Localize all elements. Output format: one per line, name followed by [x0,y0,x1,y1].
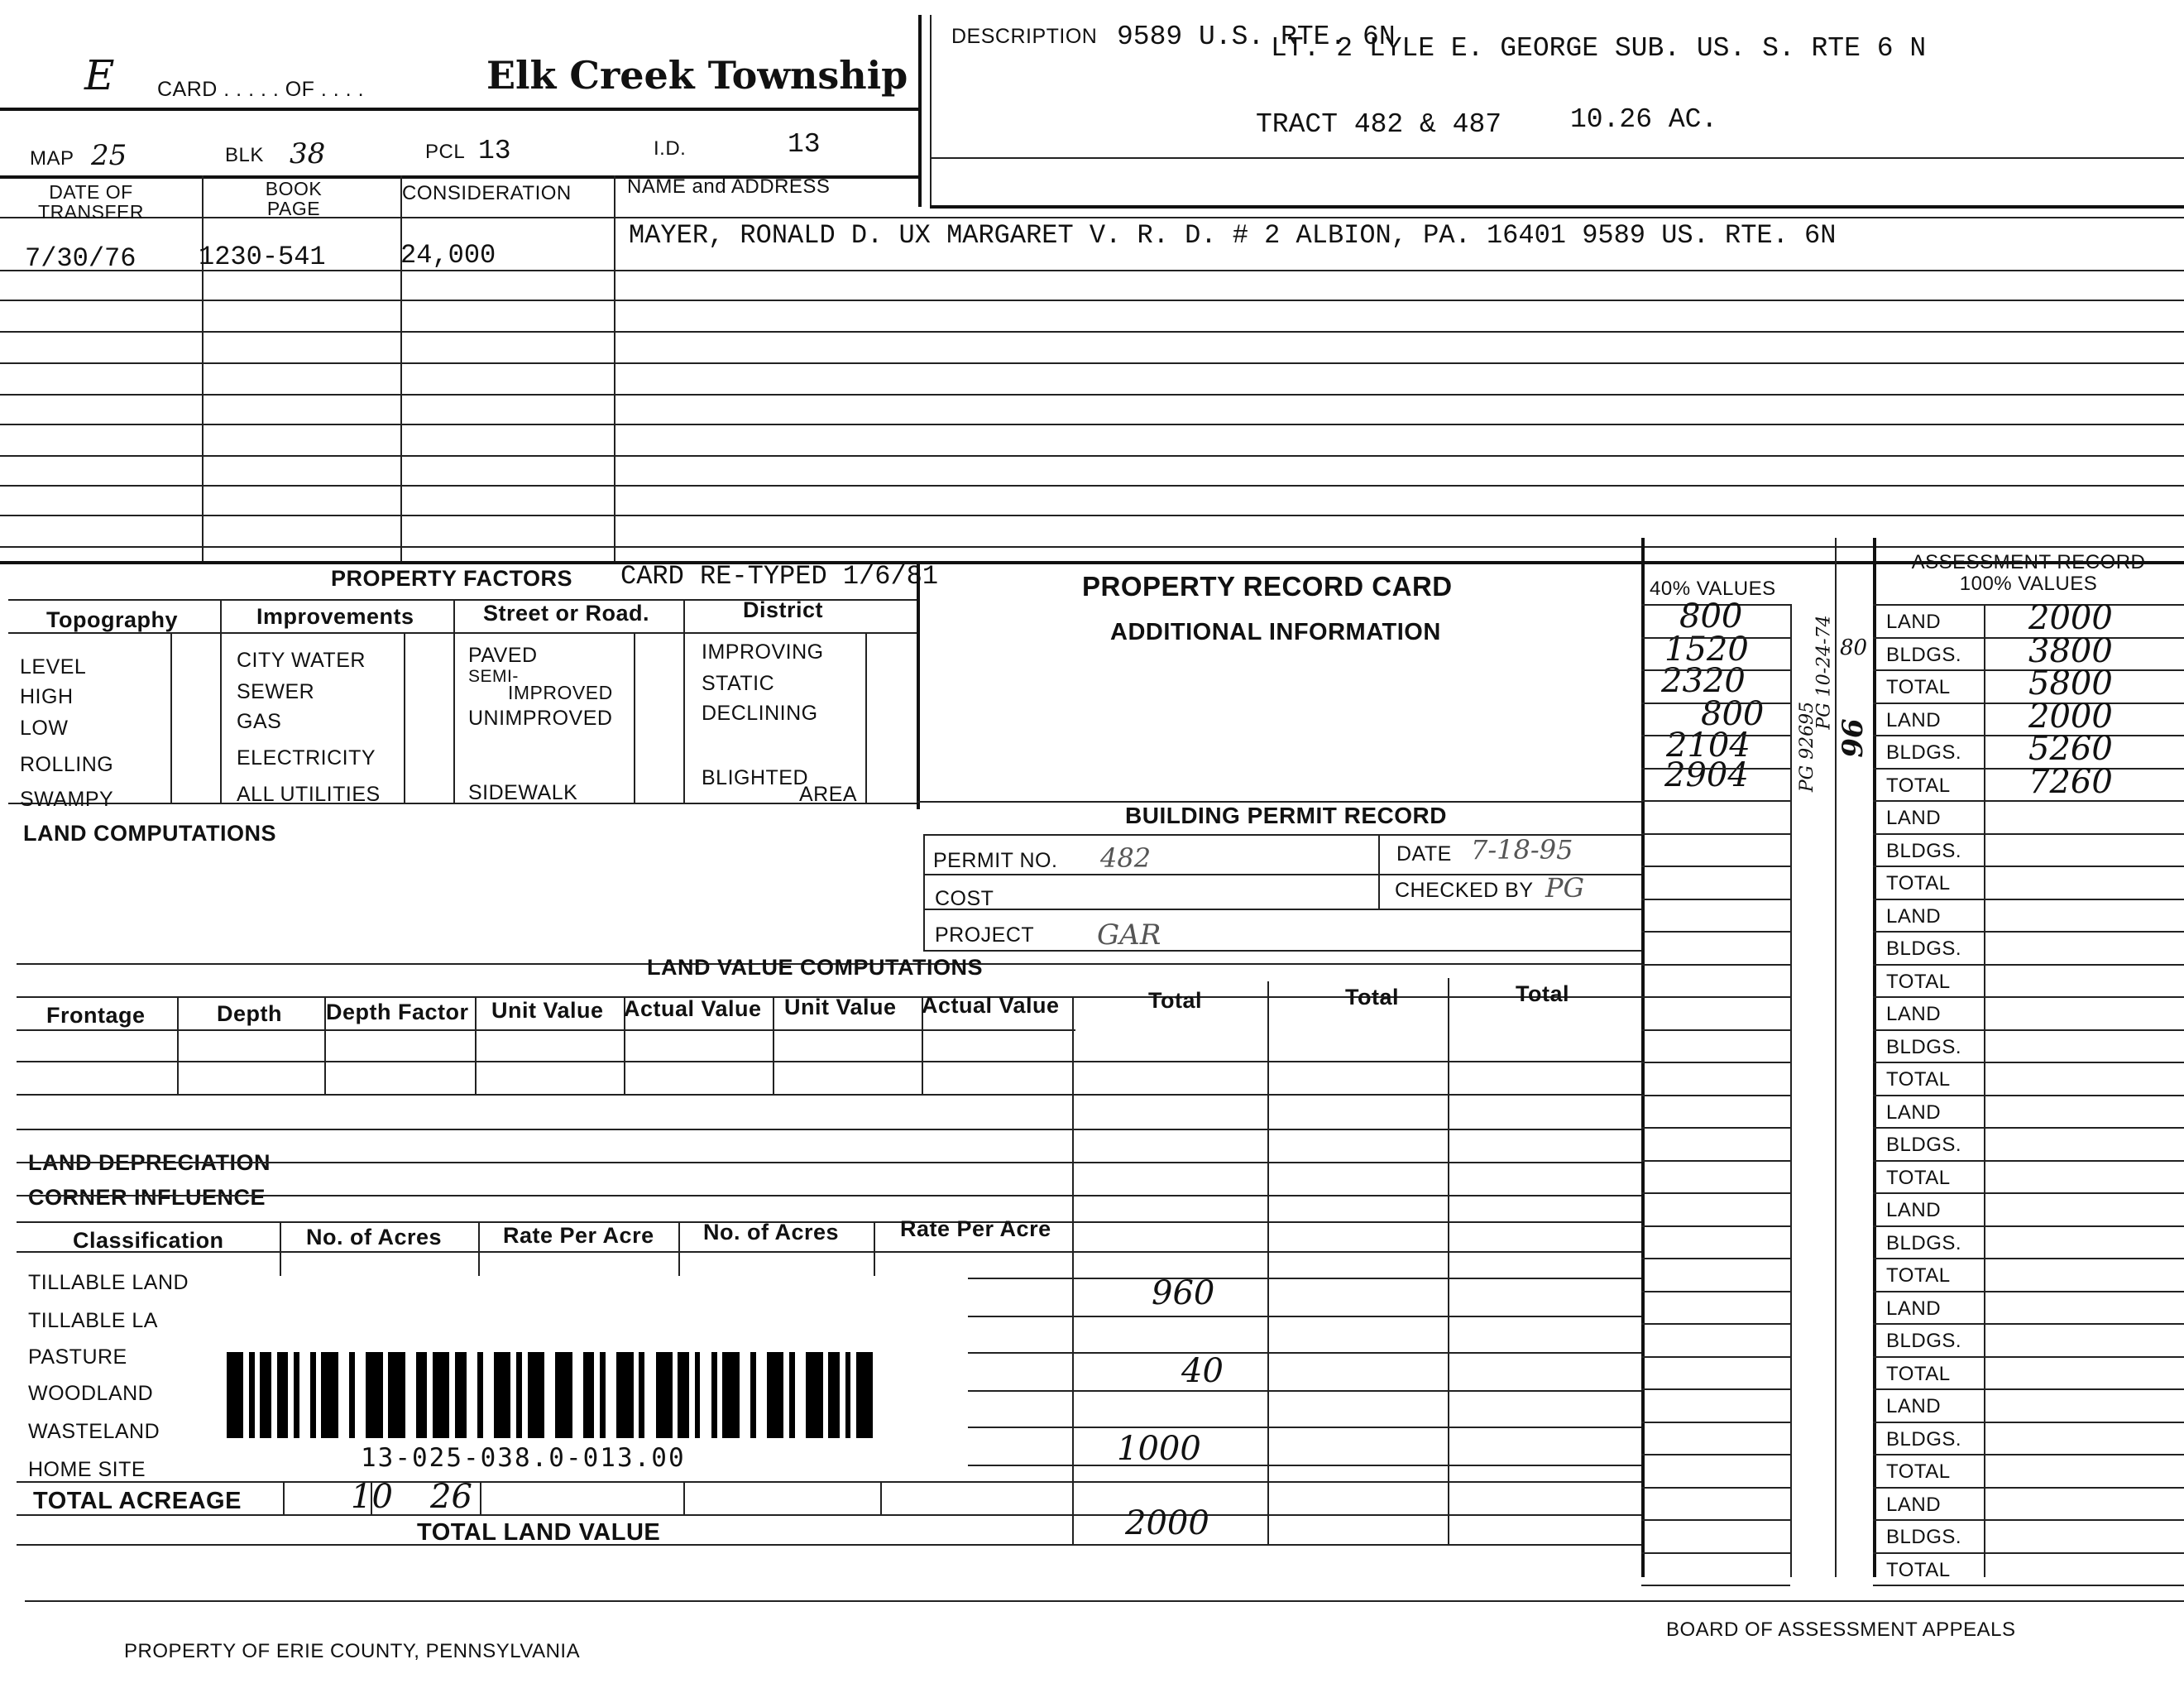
map-label: MAP [30,147,74,170]
transfer-row-3 [0,331,2184,333]
assess-header-1: ASSESSMENT RECORD [1911,551,2146,573]
assess-header-2: 100% VALUES [1959,573,2098,595]
forty-row-line [1641,800,1790,802]
total-acreage-b: 26 [430,1478,472,1516]
permit-title: BUILDING PERMIT RECORD [1125,803,1447,828]
acreage-sep-5 [880,1481,882,1514]
value-rule-2 [968,1316,1641,1317]
assessment-label: BLDGS. [1886,1330,1962,1352]
footer-right: BOARD OF ASSESSMENT APPEALS [1666,1618,2016,1641]
assessment-label: LAND [1886,1199,1942,1221]
impr-gas: GAS [237,710,282,733]
transfer-row-8 [0,485,2184,487]
lvc-col-9 [1448,978,1449,1546]
blk-value: 38 [290,137,326,170]
record-card-title: PROPERTY RECORD CARD [1082,571,1453,602]
lvc-row-4 [17,1129,1641,1130]
street-paved: PAVED [468,644,538,667]
assessment-row-line [1873,1552,2184,1554]
lvc-row-1 [17,1029,1075,1031]
cost-label: COST [935,887,994,910]
acreage-text: 10.26 AC. [1570,104,1718,135]
assessment-row-line [1873,1519,2184,1521]
assess-inner [1984,604,1985,1577]
side-note-4: 96 [1834,718,1868,758]
transfer-row-9 [0,515,2184,516]
lvc-col-7 [1072,996,1074,1546]
total-acreage-bottom [17,1514,1641,1516]
assessment-value: 2000 [2028,697,2113,736]
topo-rolling: ROLLING [20,753,114,776]
township-stamp: Elk Creek Township [486,53,908,98]
assessment-label: BLDGS. [1886,1526,1962,1548]
lvc-unit-value-1: Unit Value [491,998,604,1023]
factors-col-3 [683,599,685,803]
forty-val-2: 1520 [1664,631,1749,669]
id-label: I.D. [654,137,687,160]
assessment-label: LAND [1886,1101,1942,1124]
class-col-3 [678,1221,680,1276]
assessment-row-line [1873,1388,2184,1390]
lvc-actual-value-1: Actual Value [624,996,762,1021]
assessment-row-line [1873,1095,2184,1096]
lvc-col-8 [1267,981,1269,1546]
total-acreage-top [17,1481,1641,1483]
assessment-row-line [1873,931,2184,933]
forty-row-line [1641,931,1790,933]
assessment-label: BLDGS. [1886,1134,1962,1156]
class-tillable-land: TILLABLE LAND [28,1271,189,1294]
class-woodland: WOODLAND [28,1382,154,1405]
value-home-site: 1000 [1117,1430,1201,1468]
class-col-4 [874,1221,875,1276]
class-rule-2 [17,1195,1641,1196]
forty-right [1790,604,1792,1577]
street-unimproved: UNIMPROVED [468,707,613,730]
assessment-label: BLDGS. [1886,1231,1962,1254]
forty-row-line [1641,899,1790,900]
value-total-land: 2000 [1125,1504,1209,1542]
assessment-row-line [1873,1323,2184,1325]
forty-row-line [1641,1552,1790,1554]
forty-row-line [1641,703,1790,704]
col-consideration: CONSIDERATION [402,182,572,204]
factors-sub-1 [170,632,172,803]
assessment-label: BLDGS. [1886,839,1962,862]
assessment-label: TOTAL [1886,1362,1951,1385]
acreage-sep-3 [480,1481,481,1514]
assessment-row-line [1873,1225,2184,1227]
assessment-row-line [1873,899,2184,900]
class-tillable-la: TILLABLE LA [28,1309,158,1332]
street-header: Street or Road. [483,601,650,626]
district-improving: IMPROVING [702,640,824,664]
assessment-row-line [1873,964,2184,966]
forty-row-line [1641,1291,1790,1292]
assessment-label: BLDGS. [1886,741,1962,764]
pcl-value: 13 [478,136,511,166]
value-rule-3 [968,1352,1641,1354]
topo-high: HIGH [20,685,74,708]
header-rule [0,108,920,111]
class-rate-1: Rate Per Acre [503,1223,654,1248]
assessment-label: TOTAL [1886,970,1951,993]
transfer-row-5 [0,394,2184,396]
description-line2: LT. 2 LYLE E. GEORGE SUB. US. S. RTE 6 N [1271,33,1927,64]
street-semi: SEMI- [468,667,519,686]
forty-val-3: 2320 [1661,662,1746,700]
transfer-book: 1230-541 [199,242,326,272]
property-factors-title: PROPERTY FACTORS [331,566,573,591]
lvc-title: LAND VALUE COMPUTATIONS [647,955,983,980]
street-sidewalk: SIDEWALK [468,781,578,804]
lvc-depth: Depth [217,1001,282,1026]
impr-electricity: ELECTRICITY [237,746,376,770]
tract-text: TRACT 482 & 487 [1256,109,1502,140]
pcl-label: PCL [425,141,466,163]
transfer-name: MAYER, RONALD D. UX MARGARET V. R. D. # 2 ALBION, PA. 16401 9589 US. RTE. 6N [629,220,1837,251]
lvc-row-3 [17,1094,1641,1096]
permit-rule-3 [923,909,1641,910]
checked-label: CHECKED BY [1395,879,1534,902]
factors-col-2 [453,599,455,803]
transfer-row-6 [0,424,2184,425]
permit-date-value: 7-18-95 [1471,834,1573,866]
forty-row-line [1641,1127,1790,1129]
checked-value: PG [1545,872,1585,904]
class-acres-2: No. of Acres [703,1220,840,1244]
district-area: AREA [799,783,858,806]
col-book: BOOK PAGE [265,178,323,219]
forty-row-line [1641,1454,1790,1455]
factors-sub-2 [404,632,405,803]
forty-row-line [1641,1487,1790,1489]
assessment-value: 5800 [2028,664,2113,703]
card-label: CARD . . . . . OF . . . . [157,78,365,101]
lvc-col-5 [773,996,774,1094]
transfer-row-10 [0,546,2184,548]
forty-row-line [1641,1258,1790,1259]
impr-sewer: SEWER [237,680,315,703]
section-divider [0,561,2184,564]
assessment-row-line [1873,1291,2184,1292]
forty-row-line [1641,1192,1790,1194]
value-rule-6 [968,1465,1641,1466]
transfer-row-2 [0,300,2184,301]
impr-water: CITY WATER [237,649,366,672]
side-note-3: 80 [1840,635,1868,660]
forty-row-line [1641,1062,1790,1063]
land-depreciation: LAND DEPRECIATION [28,1150,271,1175]
impr-utilities: ALL UTILITIES [237,783,381,806]
factors-sub-3 [634,632,635,803]
lvc-frontage: Frontage [46,1003,146,1028]
footer-left: PROPERTY OF ERIE COUNTY, PENNSYLVANIA [124,1640,581,1662]
side-note-1: PG 10-24-74 [1813,615,1835,730]
assessment-row-line [1873,1356,2184,1358]
assessment-label: LAND [1886,611,1942,633]
district-blighted: BLIGHTED [702,766,809,789]
lvc-col-1 [177,996,179,1094]
total-land-value-label: TOTAL LAND VALUE [417,1519,661,1546]
assessment-label: LAND [1886,807,1942,829]
permit-left [923,834,925,950]
assessment-label: TOTAL [1886,774,1951,797]
total-acreage-label: TOTAL ACREAGE [33,1488,242,1514]
desc-rule-1 [930,157,2184,159]
forty-row-line [1641,637,1790,639]
acreage-sep-4 [683,1481,685,1514]
forty-row-line [1641,768,1790,770]
street-improved: IMPROVED [508,682,613,703]
forty-val-4: 800 [1701,695,1765,733]
permit-rule-2 [923,874,1641,875]
lvc-total-2: Total [1345,985,1399,1009]
assessment-value: 2000 [2028,599,2113,637]
class-home-site: HOME SITE [28,1458,146,1481]
assessment-label: LAND [1886,708,1942,731]
forty-row-line [1641,669,1790,671]
transfer-row-1 [0,270,2184,271]
assessment-value: 5260 [2028,730,2113,768]
topo-level: LEVEL [20,655,87,679]
class-acres-1: No. of Acres [306,1225,443,1249]
district-header: District [743,597,824,622]
forty-row-line [1641,1519,1790,1521]
assessment-label: LAND [1886,1297,1942,1320]
transfer-col-1 [202,175,204,564]
forty-row-line [1641,1422,1790,1423]
factors-sub-4 [865,632,867,803]
class-rate-2: Rate Per Acre [900,1216,1051,1241]
id-value: 13 [788,129,821,160]
value-rule-5 [968,1427,1641,1428]
assessment-label: BLDGS. [1886,1035,1962,1058]
forty-row-line [1641,866,1790,867]
transfer-col-2 [400,175,402,564]
assessment-label: BLDGS. [1886,1427,1962,1451]
forty-val-1: 800 [1679,597,1743,635]
forty-row-line [1641,1356,1790,1358]
card-letter: E [84,51,115,99]
assessment-row-line [1873,1258,2184,1259]
footer-rule [25,1600,2184,1602]
factors-right-border [917,561,920,809]
assessment-row-line [1873,866,2184,867]
assessment-label: BLDGS. [1886,643,1962,666]
notes-right [1835,538,1837,1577]
topo-swampy: SWAMPY [20,788,114,811]
additional-info: ADDITIONAL INFORMATION [1110,619,1441,645]
acreage-sep-1 [283,1481,285,1514]
forty-row-line [1641,1225,1790,1227]
assessment-row-line [1873,1127,2184,1129]
value-tillable-la: 960 [1152,1274,1215,1312]
class-col-1 [280,1221,281,1276]
transfer-date: 7/30/76 [25,243,136,274]
project-value: GAR [1097,918,1161,952]
assessment-label: BLDGS. [1886,938,1962,960]
assessment-label: LAND [1886,1003,1942,1025]
lvc-unit-value-2: Unit Value [784,995,897,1019]
map-value: 25 [91,139,127,172]
lvc-depth-factor: Depth Factor [326,1000,469,1024]
transfer-consideration: 24,000 [400,240,496,271]
blk-label: BLK [225,144,264,166]
lvc-actual-value-2: Actual Value [922,993,1060,1018]
assessment-label: TOTAL [1886,676,1951,698]
forty-row-line [1641,964,1790,966]
description-line1: 9589 U.S. RTE. 6N [1117,22,1396,52]
lvc-row-2 [17,1061,1641,1062]
assessment-row-line [1873,1029,2184,1031]
forty-row-line [1641,833,1790,835]
permit-date-label: DATE [1396,842,1452,866]
forty-row-line [1641,1323,1790,1325]
assessment-row-line [1873,1585,2184,1586]
assessment-label: TOTAL [1886,1558,1951,1581]
permit-no-value: 482 [1100,842,1152,874]
value-woodland: 40 [1181,1352,1224,1390]
assessment-label: LAND [1886,1395,1942,1417]
lvc-total-1: Total [1148,988,1202,1013]
class-pasture: PASTURE [28,1345,127,1369]
class-header: Classification [73,1228,224,1253]
col-name: NAME and ADDRESS [627,175,831,198]
permit-no-label: PERMIT NO. [933,849,1058,872]
assessment-label: LAND [1886,904,1942,928]
assessment-label: TOTAL [1886,872,1951,894]
assessment-label: TOTAL [1886,1068,1951,1091]
barcode-number: 13-025-038.0-013.00 [361,1443,686,1473]
permit-rule-4 [923,950,1641,952]
forty-row-line [1641,1029,1790,1031]
forty-row-line [1641,1585,1790,1586]
forty-row-line [1641,996,1790,998]
transfer-row-7 [0,455,2184,457]
forty-row-line [1641,1388,1790,1390]
transfer-row-4 [0,362,2184,364]
assessment-row-line [1873,996,2184,998]
improvements-header: Improvements [256,604,414,629]
class-header-bottom [17,1251,1641,1253]
assessment-row-line [1873,1422,2184,1423]
transfer-col-3 [614,175,615,564]
description-label: DESCRIPTION [951,25,1098,48]
topo-low: LOW [20,717,69,740]
forty-header: 40% VALUES [1650,578,1776,600]
assessment-row-line [1873,1454,2184,1455]
col-date: DATE OF TRANSFER [38,181,144,223]
assessment-row-line [1873,1487,2184,1489]
assessment-value: 3800 [2028,631,2113,670]
district-declining: DECLINING [702,702,818,725]
assessment-label: TOTAL [1886,1264,1951,1287]
forty-row-line [1641,735,1790,736]
assessment-row-line [1873,1192,2184,1194]
value-rule-1 [968,1278,1641,1279]
class-wasteland: WASTELAND [28,1420,160,1443]
assessment-label: TOTAL [1886,1166,1951,1189]
lvc-col-3 [475,996,477,1094]
retyped-note: CARD RE-TYPED 1/6/81 [620,561,939,592]
total-acreage-a: 10 [351,1478,393,1516]
permit-mid [1378,834,1380,909]
assessment-label: TOTAL [1886,1460,1951,1483]
lvc-total-3: Total [1516,981,1569,1006]
factors-bottom [8,803,917,804]
factors-col-1 [220,599,222,803]
assessment-label: LAND [1886,1493,1942,1516]
header-divider-2 [930,15,932,207]
topography-header: Topography [46,607,178,632]
forty-row-line [1641,1160,1790,1162]
forty-val-5: 2104 [1666,727,1751,765]
district-static: STATIC [702,672,775,695]
forty-row-line [1641,1095,1790,1096]
desc-rule-2 [930,205,2184,209]
value-rule-4 [968,1390,1641,1392]
assessment-value: 7260 [2028,762,2113,801]
forty-val-6: 2904 [1664,756,1749,794]
project-label: PROJECT [935,923,1035,947]
assessment-row-line [1873,833,2184,835]
corner-influence: CORNER INFLUENCE [28,1185,266,1210]
land-computations-title: LAND COMPUTATIONS [23,821,276,846]
class-col-2 [478,1221,480,1276]
side-note-2: PG 92695 [1797,701,1818,793]
class-rule-1 [17,1162,1641,1163]
parcel-barcode [227,1352,879,1438]
total-land-bottom [17,1544,1641,1546]
assessment-row-line [1873,1062,2184,1063]
assessment-row-line [1873,1160,2184,1162]
